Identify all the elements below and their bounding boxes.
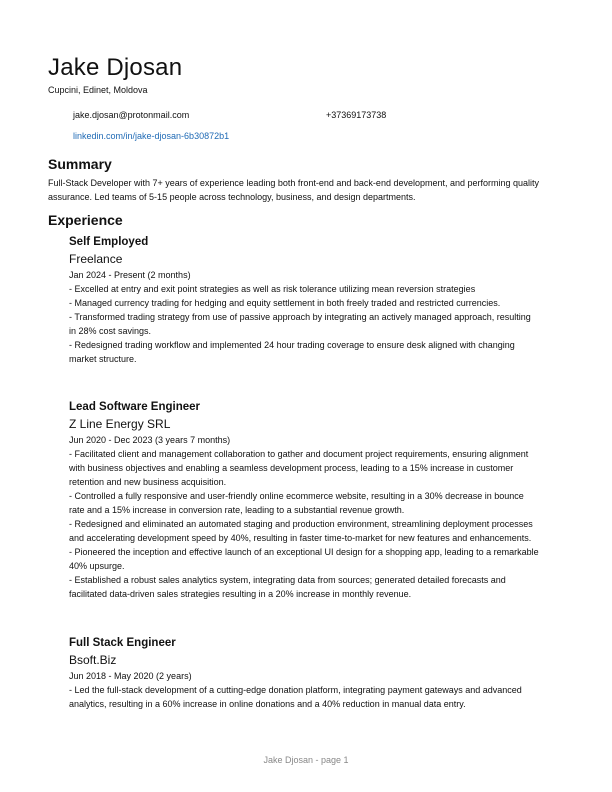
job-bullet: - Pioneered the inception and effective launch of an exceptional UI design for a shopping app, leading to a remarkable 40% upsurge. <box>69 547 539 571</box>
job-bullet: - Facilitated client and management collaboration to gather and document project requirements, ensuring alignment with business objectives and enabling a seamless development process, leading to a 15% increase in customer retention and new business acquisition. <box>69 449 529 487</box>
job-bullet: - Transformed trading strategy from use of passive approach by integrating an actively managed approach, resulting in 28% cost savings. <box>69 312 531 336</box>
phone-number: +37369173738 <box>326 110 387 120</box>
summary-text: Full-Stack Developer with 7+ years of experience leading both front-end and back-end development, and performing quality assurance. Led teams of 5-15 people across technology, business, and design departments. <box>48 178 540 202</box>
summary-heading: Summary <box>48 156 112 172</box>
job-bullet: - Redesigned and eliminated an automated staging and production environment, streamlining deployment processes and accelerating development speed by 40%, resulting in faster time-to-market for new features and enhancements. <box>69 519 533 543</box>
job-bullets <box>69 447 539 601</box>
job-bullet: - Led the full-stack development of a cutting-edge donation platform, integrating payment gateways and advanced analytics, resulting in a 60% increase in online donations and a 40% reduction in manual data entry. <box>69 685 522 709</box>
job-entry-lead-software-engineer <box>69 400 539 601</box>
job-bullet: - Managed currency trading for hedging and equity settlement in both freely traded and restricted currencies. <box>69 298 501 308</box>
linkedin-link[interactable]: linkedin.com/in/jake-djosan-6b30872b1 <box>73 131 230 141</box>
job-bullets <box>69 282 539 366</box>
job-company: Z Line Energy SRL <box>69 417 171 431</box>
job-company: Freelance <box>69 252 123 266</box>
job-bullet: - Established a robust sales analytics system, integrating data from sources; generated detailed forecasts and facilitated data-driven sales strategies resulting in a 20% increase in monthly revenue. <box>69 575 506 599</box>
job-entry-self-employed <box>69 235 539 366</box>
page-footer: Jake Djosan - page 1 <box>263 755 349 765</box>
job-bullet: - Excelled at entry and exit point strategies as well as risk tolerance utilizing mean reversion strategies <box>69 284 476 294</box>
job-title: Self Employed <box>69 236 149 248</box>
job-dates: Jun 2020 - Dec 2023 (3 years 7 months) <box>69 435 231 445</box>
job-bullets <box>69 683 539 711</box>
email-address: jake.djosan@protonmail.com <box>73 110 190 120</box>
job-title: Lead Software Engineer <box>69 401 201 413</box>
candidate-name: Jake Djosan <box>48 54 183 81</box>
job-company: Bsoft.Biz <box>69 653 117 667</box>
job-title: Full Stack Engineer <box>69 637 176 649</box>
location: Cupcini, Edinet, Moldova <box>48 85 148 95</box>
job-entry-full-stack-engineer <box>69 636 539 711</box>
job-dates: Jan 2024 - Present (2 months) <box>69 270 191 280</box>
job-dates: Jun 2018 - May 2020 (2 years) <box>69 671 192 681</box>
job-bullet: - Controlled a fully responsive and user-friendly online ecommerce website, resulting in a 30% decrease in bounce rate and a 15% increase in conversion rate, leading to a substantial revenue growth. <box>69 491 524 515</box>
experience-heading: Experience <box>48 212 123 228</box>
job-bullet: - Redesigned trading workflow and implemented 24 hour trading coverage to ensure desk aligned with changing market structure. <box>69 340 515 364</box>
